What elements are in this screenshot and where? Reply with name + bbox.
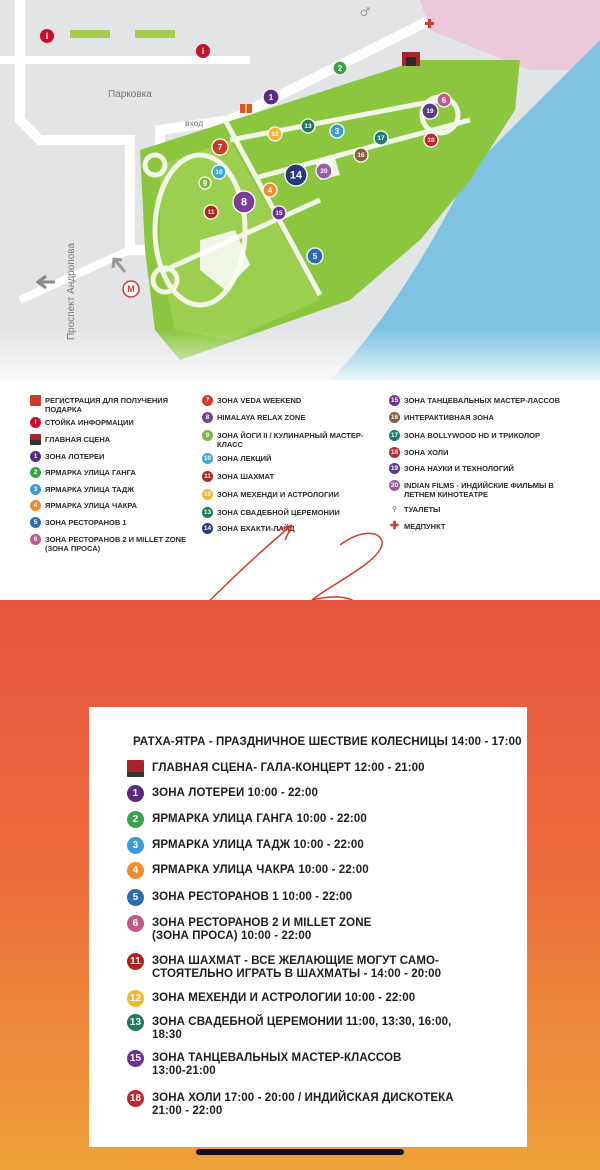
legend-label: МЕДПУНКТ: [404, 522, 446, 531]
parking-label: Парковка: [108, 89, 152, 100]
svg-text:10: 10: [215, 169, 223, 176]
schedule-line: 18:30: [152, 1029, 182, 1041]
number-1-icon: 1: [127, 785, 144, 802]
svg-text:17: 17: [377, 135, 385, 142]
schedule-line: ЗОНА ЛОТЕРЕИ 10:00 - 22:00: [152, 787, 318, 799]
legend-label: ЯРМАРКА УЛИЦА ГАНГА: [45, 468, 136, 477]
schedule-row: [127, 992, 507, 1005]
schedule-line: ЗОНА МЕХЕНДИ И АСТРОЛОГИИ 10:00 - 22:00: [152, 992, 416, 1004]
legend-item: [389, 431, 579, 440]
schedule-row: [127, 762, 507, 775]
schedule-row: [127, 955, 507, 981]
map-marker-5: [307, 248, 323, 264]
svg-text:6: 6: [441, 96, 447, 105]
schedule-line: ЯРМАРКА УЛИЦА ТАДЖ 10:00 - 22:00: [152, 839, 364, 851]
legend-item: [202, 431, 372, 449]
legend-label: ЯРМАРКА УЛИЦА ТАДЖ: [45, 485, 134, 494]
svg-text:14: 14: [289, 169, 303, 182]
schedule-line: ЗОНА РЕСТОРАНОВ 2 И MILLET ZONE: [152, 917, 372, 929]
number-19-icon: 19: [390, 465, 399, 472]
schedule-line: ЗОНА ХОЛИ 17:00 - 20:00 / ИНДИЙСКАЯ ДИСКОТЕКА: [152, 1092, 454, 1104]
svg-text:13: 13: [304, 123, 312, 130]
map-marker-20: [316, 163, 332, 179]
schedule-row: [127, 839, 507, 852]
schedule-row: [127, 1016, 507, 1042]
number-12-icon: 12: [127, 990, 144, 1007]
legend-item: [30, 485, 190, 494]
map-marker-12: [268, 127, 282, 141]
map-marker-10: [212, 165, 226, 179]
schedule-row: [127, 917, 507, 943]
legend-label: ЗОНА БХАКТИ-ЛАЙД: [217, 524, 295, 533]
legend-label: РЕГИСТРАЦИЯ ДЛЯ ПОЛУЧЕНИЯ ПОДАРКА: [45, 396, 169, 414]
legend-label: ЗОНА ТАНЦЕВАЛЬНЫХ МАСТЕР-ЛАССОВ: [404, 396, 560, 405]
svg-text:16: 16: [357, 152, 365, 159]
map-marker-2: [333, 61, 347, 75]
legend-item: [389, 413, 579, 422]
schedule-line: ЗОНА СВАДЕБНОЙ ЦЕРЕМОНИИ 11:00, 13:30, 16:00,: [152, 1016, 452, 1028]
number-11-icon: 11: [202, 471, 213, 482]
legend-label: ЗОНА ХОЛИ: [404, 448, 449, 457]
number-1-icon: 1: [30, 451, 41, 462]
info-icon: [40, 29, 54, 43]
legend-label: ЗОНА МЕХЕНДИ И АСТРОЛОГИИ: [217, 490, 340, 499]
schedule-line: ЗОНА РЕСТОРАНОВ 1 10:00 - 22:00: [152, 891, 353, 903]
legend-label: ГЛАВНАЯ СЦЕНА: [45, 435, 111, 444]
medpoint-icon: ✚: [389, 520, 400, 532]
legend-label: ТУАЛЕТЫ: [404, 505, 441, 514]
svg-text:15: 15: [275, 210, 283, 217]
number-11-icon: 11: [127, 953, 144, 970]
svg-text:18: 18: [427, 137, 435, 144]
legend-label: СТОЙКА ИНФОРМАЦИИ: [45, 418, 134, 427]
schedule-row: [127, 1052, 507, 1078]
svg-text:19: 19: [426, 108, 434, 115]
legend-item: [30, 418, 190, 427]
legend-label: ЗОНА НАУКИ И ТЕХНОЛОГИЙ: [404, 464, 514, 473]
legend-item: [30, 435, 190, 444]
map-marker-6: [437, 93, 451, 107]
svg-text:11: 11: [207, 209, 215, 216]
schedule-row: [127, 864, 507, 877]
schedule-title: РАТХА-ЯТРА - ПРАЗДНИЧНОЕ ШЕСТВИЕ КОЛЕСНИЦЫ 14:00 - 17:00: [133, 736, 522, 748]
map-marker-13: [301, 119, 315, 133]
number-3-icon: 3: [127, 837, 144, 854]
number-5-icon: 5: [127, 889, 144, 906]
map-marker-15: [272, 206, 286, 220]
svg-text:i: i: [45, 31, 49, 41]
schedule-line: ГЛАВНАЯ СЦЕНА- ГАЛА-КОНЦЕРТ 12:00 - 21:00: [152, 762, 425, 774]
number-9-icon: 9: [202, 430, 213, 441]
number-15-icon: 15: [127, 1050, 144, 1067]
svg-text:8: 8: [240, 196, 248, 209]
stage-icon: [402, 52, 420, 66]
number-18-icon: 18: [390, 449, 399, 456]
legend-label: ЗОНА СВАДЕБНОЙ ЦЕРЕМОНИИ: [217, 508, 340, 517]
schedule-line: СТОЯТЕЛЬНО ИГРАТЬ В ШАХМАТЫ - 14:00 - 20:00: [152, 968, 442, 980]
legend-item: [389, 481, 579, 499]
toilet-icon: ⚲: [392, 506, 397, 513]
map-marker-14: [285, 164, 307, 186]
map-marker-17: [374, 131, 388, 145]
schedule-line: ЯРМАРКА УЛИЦА ГАНГА 10:00 - 22:00: [152, 813, 367, 825]
svg-text:2: 2: [337, 64, 343, 73]
legend-label: ЗОНА РЕСТОРАНОВ 2 И MILLET ZONE (ЗОНА ПРОСА): [45, 535, 187, 553]
gift-icon: [240, 104, 252, 113]
map-marker-7: [212, 139, 228, 155]
number-18-icon: 18: [127, 1090, 144, 1107]
gift-icon: [30, 395, 41, 406]
legend-label: ЯРМАРКА УЛИЦА ЧАКРА: [45, 501, 138, 510]
number-7-icon: 7: [202, 395, 213, 406]
number-2-icon: 2: [30, 467, 41, 478]
svg-text:3: 3: [334, 127, 340, 136]
legend-label: ЗОНА ШАХМАТ: [217, 472, 275, 481]
schedule-line: ЗОНА ТАНЦЕВАЛЬНЫХ МАСТЕР-КЛАССОВ: [152, 1052, 402, 1064]
map-marker-18: [424, 133, 438, 147]
map-marker-3: [330, 124, 344, 138]
entrance-label: вход: [185, 118, 204, 128]
svg-text:5: 5: [312, 252, 318, 261]
info-icon: I: [30, 417, 41, 428]
svg-text:4: 4: [267, 186, 273, 195]
legend-label: INDIAN FILMS - ИНДИЙСКИЕ ФИЛЬМЫ В ЛЕТНЕМ КИНОТЕАТРЕ: [404, 481, 554, 499]
schedule-line: ЯРМАРКА УЛИЦА ЧАКРА 10:00 - 22:00: [152, 864, 369, 876]
map-marker-19: [422, 103, 438, 119]
toilet-icon: ♂: [359, 5, 371, 19]
svg-text:20: 20: [320, 168, 328, 175]
number-4-icon: 4: [127, 862, 144, 879]
svg-text:9: 9: [202, 179, 208, 188]
schedule-line: (ЗОНА ПРОСА) 10:00 - 22:00: [152, 930, 312, 942]
legend-label: ЗОНА ЛОТЕРЕИ: [45, 452, 105, 461]
number-13-icon: 13: [203, 509, 212, 516]
schedule-line: ЗОНА ШАХМАТ - ВСЕ ЖЕЛАЮЩИЕ МОГУТ САМО-: [152, 955, 439, 967]
legend-item: [30, 468, 190, 477]
number-12-icon: 12: [203, 491, 212, 498]
legend-label: ЗОНА ЛЕКЦИЙ: [217, 454, 272, 463]
number-15-icon: 15: [390, 397, 399, 404]
schedule-row: [127, 891, 507, 904]
legend-item: [389, 464, 579, 473]
legend-label: ЗОНА ЙОГИ II / КУЛИНАРНЫЙ МАСТЕР-КЛАСС: [217, 431, 364, 449]
number-3-icon: 3: [30, 484, 41, 495]
map-marker-8: [233, 191, 255, 213]
svg-text:i: i: [201, 46, 205, 56]
number-10-icon: 10: [203, 455, 212, 462]
home-indicator[interactable]: [196, 1149, 404, 1155]
number-6-icon: 6: [127, 915, 144, 932]
svg-text:7: 7: [217, 143, 223, 152]
map-marker-11: [204, 205, 218, 219]
number-13-icon: 13: [127, 1014, 144, 1031]
legend-item: [202, 472, 372, 481]
legend-label: ЗОНА BOLLYWOOD HD И ТРИКОЛОР: [404, 431, 541, 440]
legend-item: [389, 396, 579, 405]
legend-item: [389, 448, 579, 457]
number-16-icon: 16: [390, 414, 399, 421]
legend-item: [202, 396, 372, 405]
schedule-line: 13:00-21:00: [152, 1065, 216, 1077]
stage-icon: [127, 760, 144, 777]
avenue-label: Проспект Андропова: [66, 242, 77, 340]
legend-item: [202, 490, 372, 499]
number-6-icon: 6: [30, 534, 41, 545]
svg-text:1: 1: [268, 93, 274, 102]
legend-label: HIMALAYA RELAX ZONE: [217, 413, 306, 422]
map-marker-9: [199, 177, 211, 189]
legend-item: [202, 454, 372, 463]
number-17-icon: 17: [390, 432, 399, 439]
svg-text:М: М: [127, 284, 135, 294]
schedule-row: [127, 787, 507, 800]
info-icon: [196, 44, 210, 58]
map-marker-1: [263, 89, 279, 105]
number-14-icon: 14: [203, 525, 212, 532]
schedule-row: [127, 1092, 507, 1118]
legend-item: [30, 452, 190, 461]
schedule-row: [127, 813, 507, 826]
number-4-icon: 4: [30, 500, 41, 511]
number-5-icon: 5: [30, 517, 41, 528]
number-20-icon: 20: [390, 482, 399, 489]
map-marker-4: [263, 183, 277, 197]
map-marker-16: [354, 148, 368, 162]
legend-label: ИНТЕРАКТИВНАЯ ЗОНА: [404, 413, 494, 422]
schedule-line: 21:00 - 22:00: [152, 1105, 223, 1117]
number-2-icon: 2: [127, 811, 144, 828]
legend-label: ЗОНА РЕСТОРАНОВ 1: [45, 518, 127, 527]
stage-icon: [30, 434, 41, 445]
legend-item: [202, 413, 372, 422]
number-8-icon: 8: [202, 412, 213, 423]
svg-text:12: 12: [271, 131, 279, 138]
legend-item: [30, 396, 190, 414]
legend-label: ЗОНА VEDA WEEKEND: [217, 396, 302, 405]
